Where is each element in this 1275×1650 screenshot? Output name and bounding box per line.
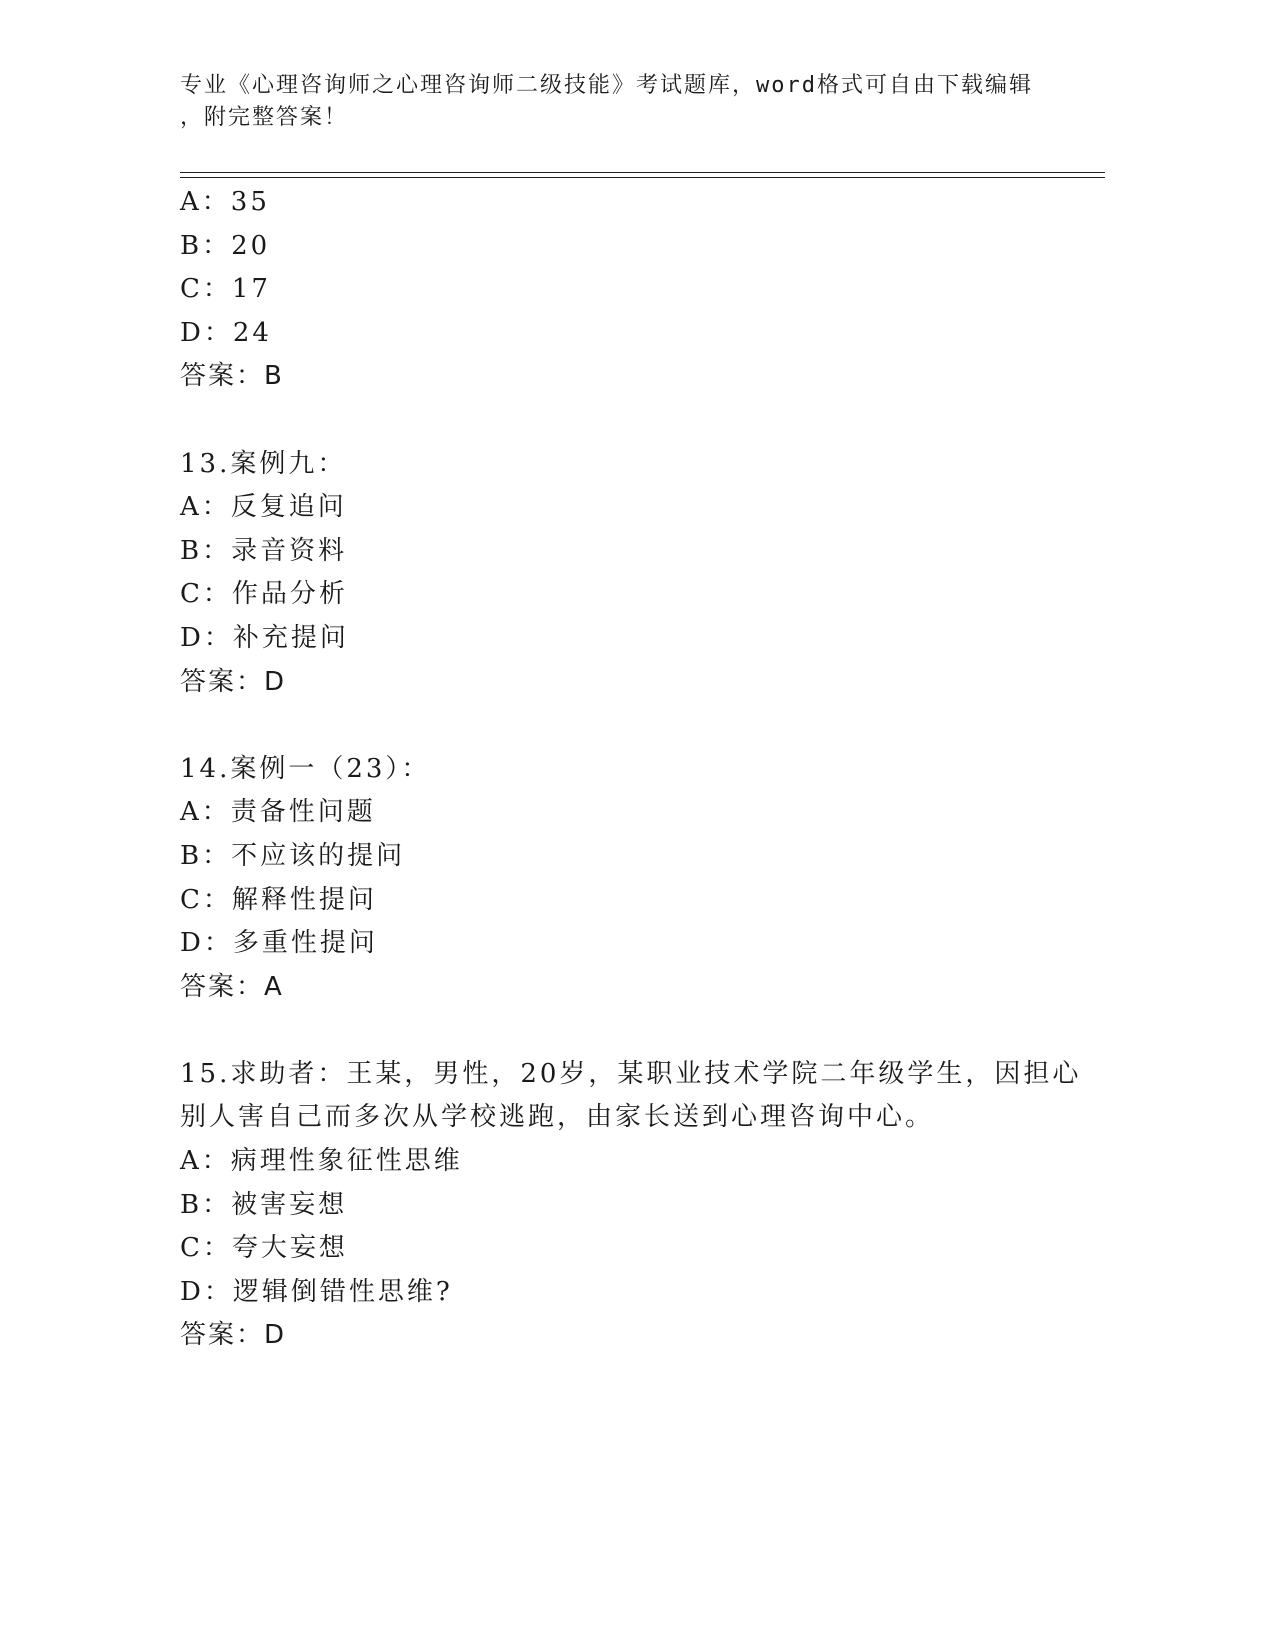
header-divider-top <box>180 172 1105 173</box>
option-a: A：反复追问 <box>180 492 347 523</box>
header-divider-bottom <box>180 177 1105 178</box>
option-d: D：24 <box>180 317 272 348</box>
option-a: A：病理性象征性思维 <box>180 1146 463 1177</box>
question-list <box>180 181 1080 1358</box>
header-title-line-1: 专业《心理咨询师之心理咨询师二级技能》考试题库，word格式可自由下载编辑 <box>180 73 1033 98</box>
question-14 <box>180 748 1080 1010</box>
question-15 <box>180 1053 1080 1358</box>
answer-line: 答案：D <box>180 666 287 697</box>
question-stem-line-2: 别人害自己而多次从学校逃跑，由家长送到心理咨询中心。 <box>180 1102 935 1133</box>
spacer <box>180 399 1080 443</box>
question-12 <box>180 181 1080 399</box>
answer-line: 答案：B <box>180 361 284 392</box>
document-header <box>180 70 1060 134</box>
option-b: B：被害妄想 <box>180 1189 348 1220</box>
answer-line: 答案：A <box>180 971 284 1002</box>
option-c: C：作品分析 <box>180 579 348 610</box>
option-c: C：解释性提问 <box>180 884 377 915</box>
spacer <box>180 704 1080 748</box>
header-title-line-2: ，附完整答案！ <box>180 105 349 130</box>
question-stem-line-1: 15.求助者：王某，男性，20岁，某职业技术学院二年级学生，因担心 <box>180 1058 1082 1089</box>
option-d: D：补充提问 <box>180 622 349 653</box>
question-stem: 13.案例九： <box>180 448 347 479</box>
option-b: B：20 <box>180 230 271 261</box>
option-c: C：夸大妄想 <box>180 1233 348 1264</box>
option-a: A：责备性问题 <box>180 797 376 828</box>
question-13 <box>180 443 1080 705</box>
question-stem: 14.案例一（23）： <box>180 753 431 784</box>
option-c: C：17 <box>180 274 271 305</box>
option-d: D：多重性提问 <box>180 928 378 959</box>
spacer <box>180 1009 1080 1053</box>
answer-line: 答案：D <box>180 1320 287 1351</box>
option-b: B：录音资料 <box>180 535 348 566</box>
option-d: D：逻辑倒错性思维? <box>180 1276 453 1307</box>
option-a: A：35 <box>180 187 270 217</box>
option-b: B：不应该的提问 <box>180 840 406 871</box>
